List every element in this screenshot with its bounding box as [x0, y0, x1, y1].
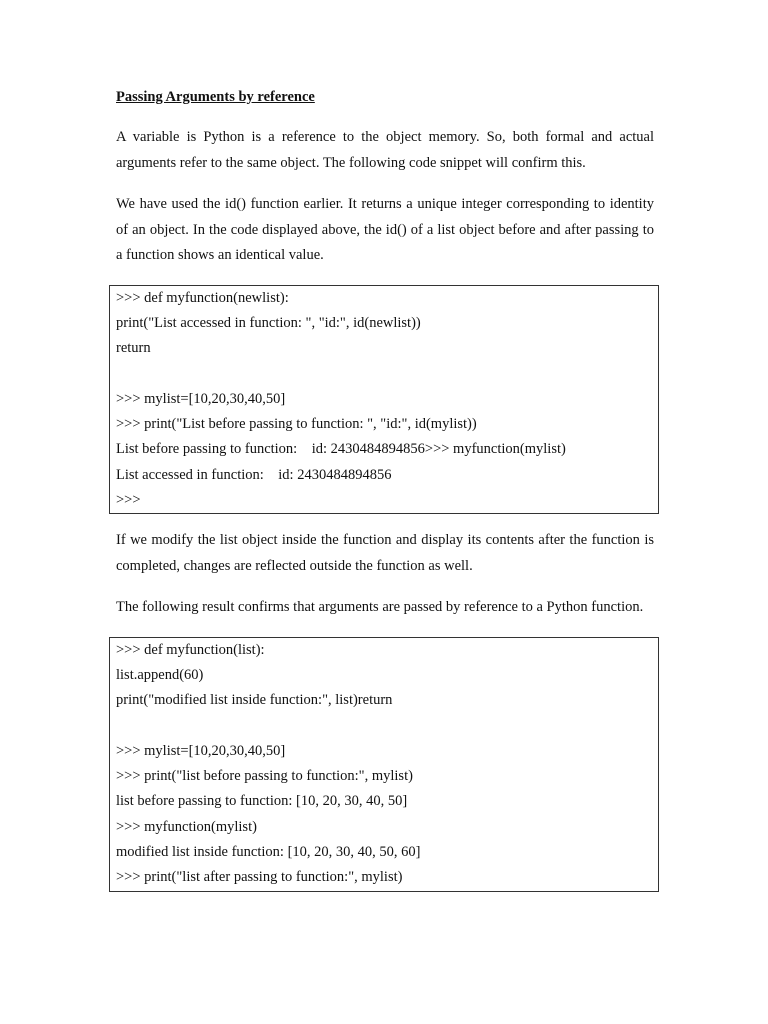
code-line: >>> print("list after passing to function:", mylist) [116, 869, 403, 886]
code-line: return [116, 340, 151, 357]
code-line: List before passing to function: id: 2430484894856>>> myfunction(mylist) [116, 441, 566, 458]
document-page [116, 86, 654, 892]
code-line [116, 361, 652, 386]
section-heading: Passing Arguments by reference [116, 89, 315, 105]
code-line: modified list inside function: [10, 20, 30, 40, 50, 60] [116, 844, 421, 861]
code-line: >>> print("list before passing to function:", mylist) [116, 768, 413, 785]
code-block-append-example [109, 637, 659, 892]
code-line: List accessed in function: id: 2430484894856 [116, 466, 392, 483]
result-confirms-paragraph: The following result confirms that arguments are passed by reference to a Python function. [116, 599, 644, 616]
code-line: >>> def myfunction(newlist): [116, 289, 289, 306]
code-line: list.append(60) [116, 666, 204, 683]
code-line: print("List accessed in function: ", "id:", id(newlist)) [116, 314, 421, 331]
code-line: >>> def myfunction(list): [116, 641, 265, 658]
code-line [116, 714, 652, 739]
code-line: >>> [116, 491, 141, 508]
code-line: >>> mylist=[10,20,30,40,50] [116, 742, 286, 759]
code-line: >>> mylist=[10,20,30,40,50] [116, 390, 286, 407]
code-line: print("modified list inside function:", list)return [116, 692, 393, 709]
code-line: list before passing to function: [10, 20, 30, 40, 50] [116, 793, 408, 810]
modify-list-paragraph: If we modify the list object inside the function and display its contents after the function is completed, changes are reflected outside the function as well. [116, 532, 654, 574]
code-block-id-example [109, 285, 659, 515]
code-line: >>> myfunction(mylist) [116, 818, 257, 835]
code-line: >>> print("List before passing to function: ", "id:", id(mylist)) [116, 415, 477, 432]
intro-paragraph: A variable is Python is a reference to the object memory. So, both formal and actual arguments refer to the same object. The following code snippet will confirm this. [116, 129, 654, 171]
id-explanation-paragraph: We have used the id() function earlier. It returns a unique integer corresponding to identity of an object. In the code displayed above, the id() of a list object before and after passing to a function shows an identical value. [116, 196, 654, 263]
